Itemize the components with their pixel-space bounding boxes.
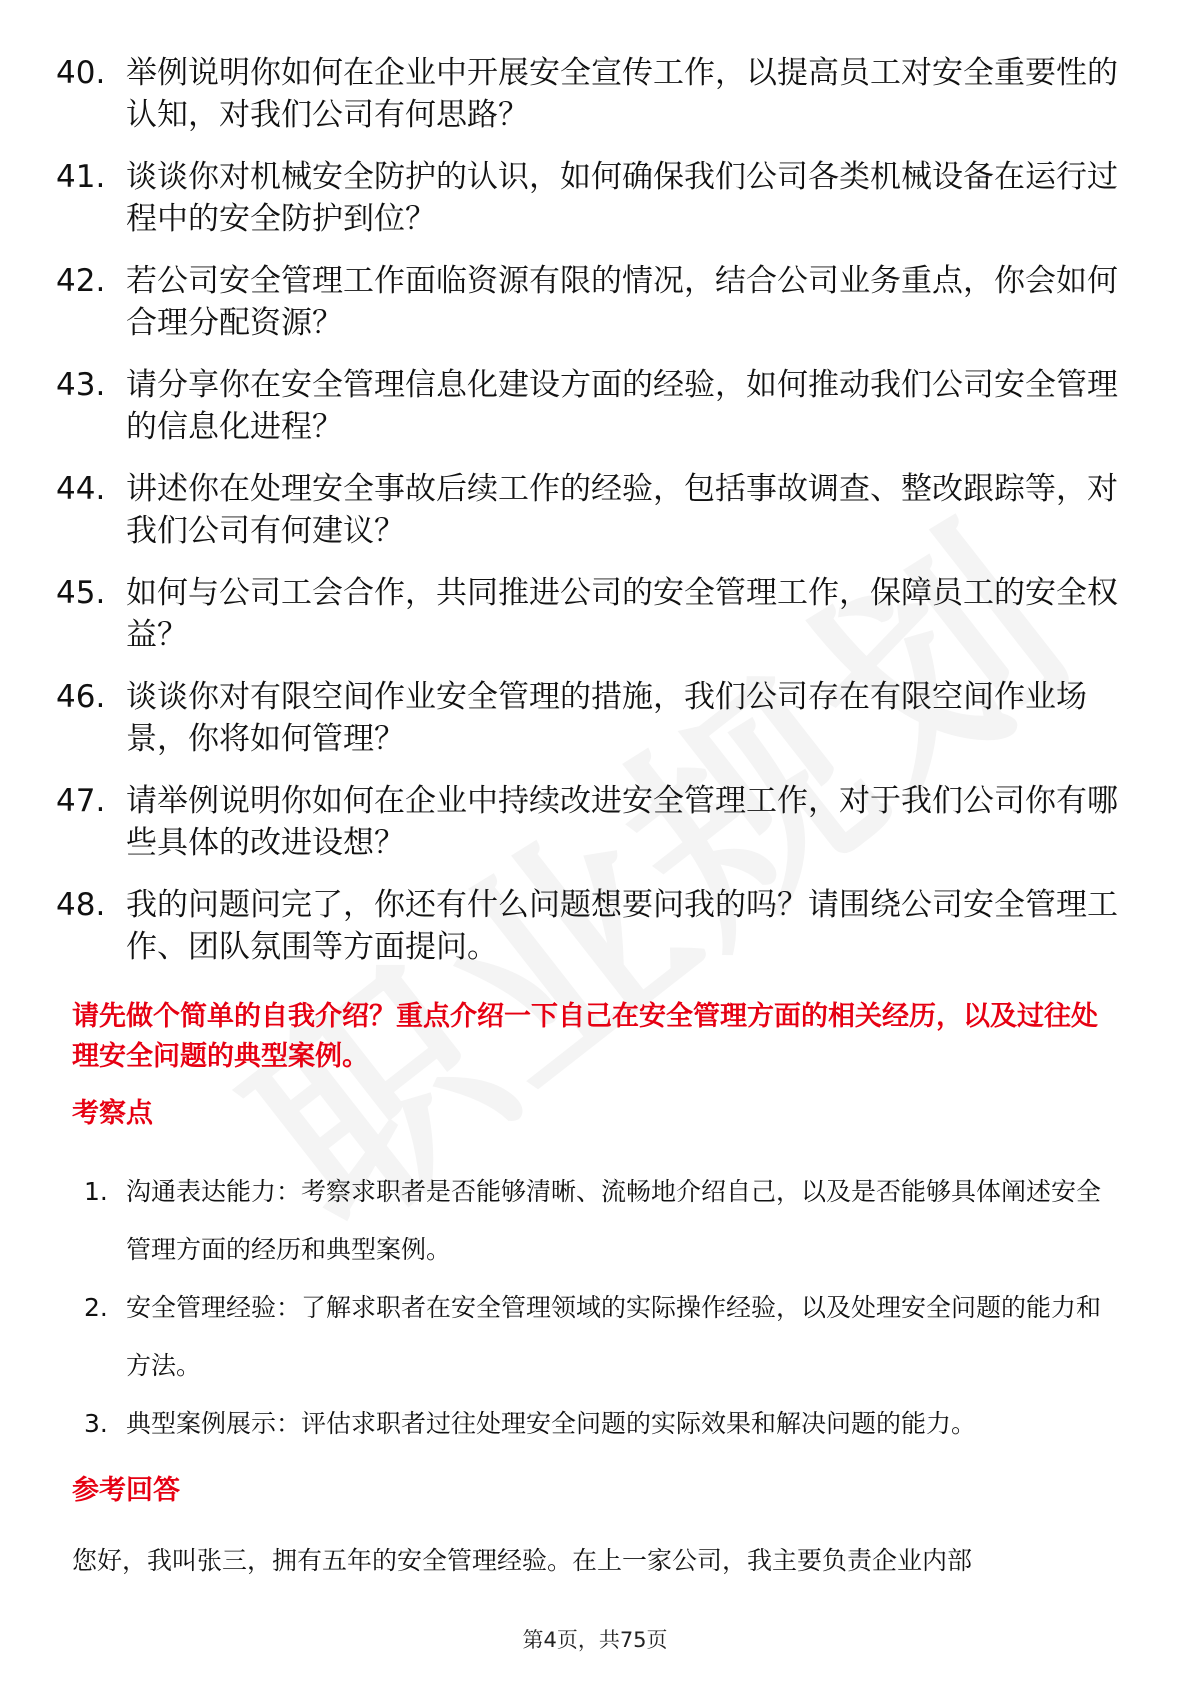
question-number: 40. — [56, 55, 106, 91]
question-number: 46. — [56, 679, 106, 715]
question-item — [56, 884, 1126, 968]
question-text: 举例说明你如何在企业中开展安全宣传工作，以提高员工对安全重要性的认知，对我们公司有何思路？ — [126, 55, 1118, 133]
question-item — [56, 52, 1126, 136]
question-text: 请分享你在安全管理信息化建设方面的经验，如何推动我们公司安全管理的信息化进程？ — [126, 367, 1118, 445]
question-item — [56, 468, 1126, 552]
point-text: 典型案例展示：评估求职者过往处理安全问题的实际效果和解决问题的能力。 — [126, 1409, 977, 1438]
question-number: 42. — [56, 263, 106, 299]
assessment-point — [84, 1395, 1124, 1453]
question-text: 讲述你在处理安全事故后续工作的经验，包括事故调查、整改跟踪等，对我们公司有何建议？ — [126, 471, 1118, 549]
question-item — [56, 156, 1126, 240]
question-text: 请举例说明你如何在企业中持续改进安全管理工作，对于我们公司你有哪些具体的改进设想？ — [126, 783, 1118, 861]
points-heading: 考察点 — [72, 1098, 153, 1129]
answer-heading: 参考回答 — [72, 1475, 180, 1506]
assessment-point — [84, 1163, 1124, 1279]
question-text: 谈谈你对有限空间作业安全管理的措施，我们公司存在有限空间作业场景，你将如何管理？ — [126, 679, 1087, 757]
question-number: 41. — [56, 159, 106, 195]
question-number: 43. — [56, 367, 106, 403]
point-text: 安全管理经验：了解求职者在安全管理领域的实际操作经验，以及处理安全问题的能力和方法。 — [126, 1293, 1102, 1380]
question-text: 如何与公司工会合作，共同推进公司的安全管理工作，保障员工的安全权益？ — [126, 575, 1118, 653]
question-item — [56, 364, 1126, 448]
assessment-points-list — [84, 1163, 1124, 1453]
point-number: 2. — [84, 1293, 108, 1322]
point-number: 1. — [84, 1177, 108, 1206]
question-number: 47. — [56, 783, 106, 819]
question-text: 谈谈你对机械安全防护的认识，如何确保我们公司各类机械设备在运行过程中的安全防护到位？ — [126, 159, 1118, 237]
answer-text: 您好，我叫张三，拥有五年的安全管理经验。在上一家公司，我主要负责企业内部 — [72, 1546, 973, 1575]
point-text: 沟通表达能力：考察求职者是否能够清晰、流畅地介绍自己，以及是否能够具体阐述安全管理方面的经历和典型案例。 — [126, 1177, 1102, 1264]
point-number: 3. — [84, 1409, 108, 1438]
question-item — [56, 780, 1126, 864]
assessment-point — [84, 1279, 1124, 1395]
question-text: 若公司安全管理工作面临资源有限的情况，结合公司业务重点，你会如何合理分配资源？ — [126, 263, 1118, 341]
question-number: 48. — [56, 887, 106, 923]
featured-question: 请先做个简单的自我介绍？重点介绍一下自己在安全管理方面的相关经历，以及过往处理安全问题的典型案例。 — [72, 1001, 1098, 1072]
question-item — [56, 572, 1126, 656]
question-list — [56, 52, 1126, 988]
question-number: 44. — [56, 471, 106, 507]
question-text: 我的问题问完了，你还有什么问题想要问我的吗？请围绕公司安全管理工作、团队氛围等方面提问。 — [126, 887, 1118, 965]
question-item — [56, 260, 1126, 344]
question-item — [56, 676, 1126, 760]
page-footer: 第4页，共75页 — [522, 1628, 668, 1652]
question-number: 45. — [56, 575, 106, 611]
